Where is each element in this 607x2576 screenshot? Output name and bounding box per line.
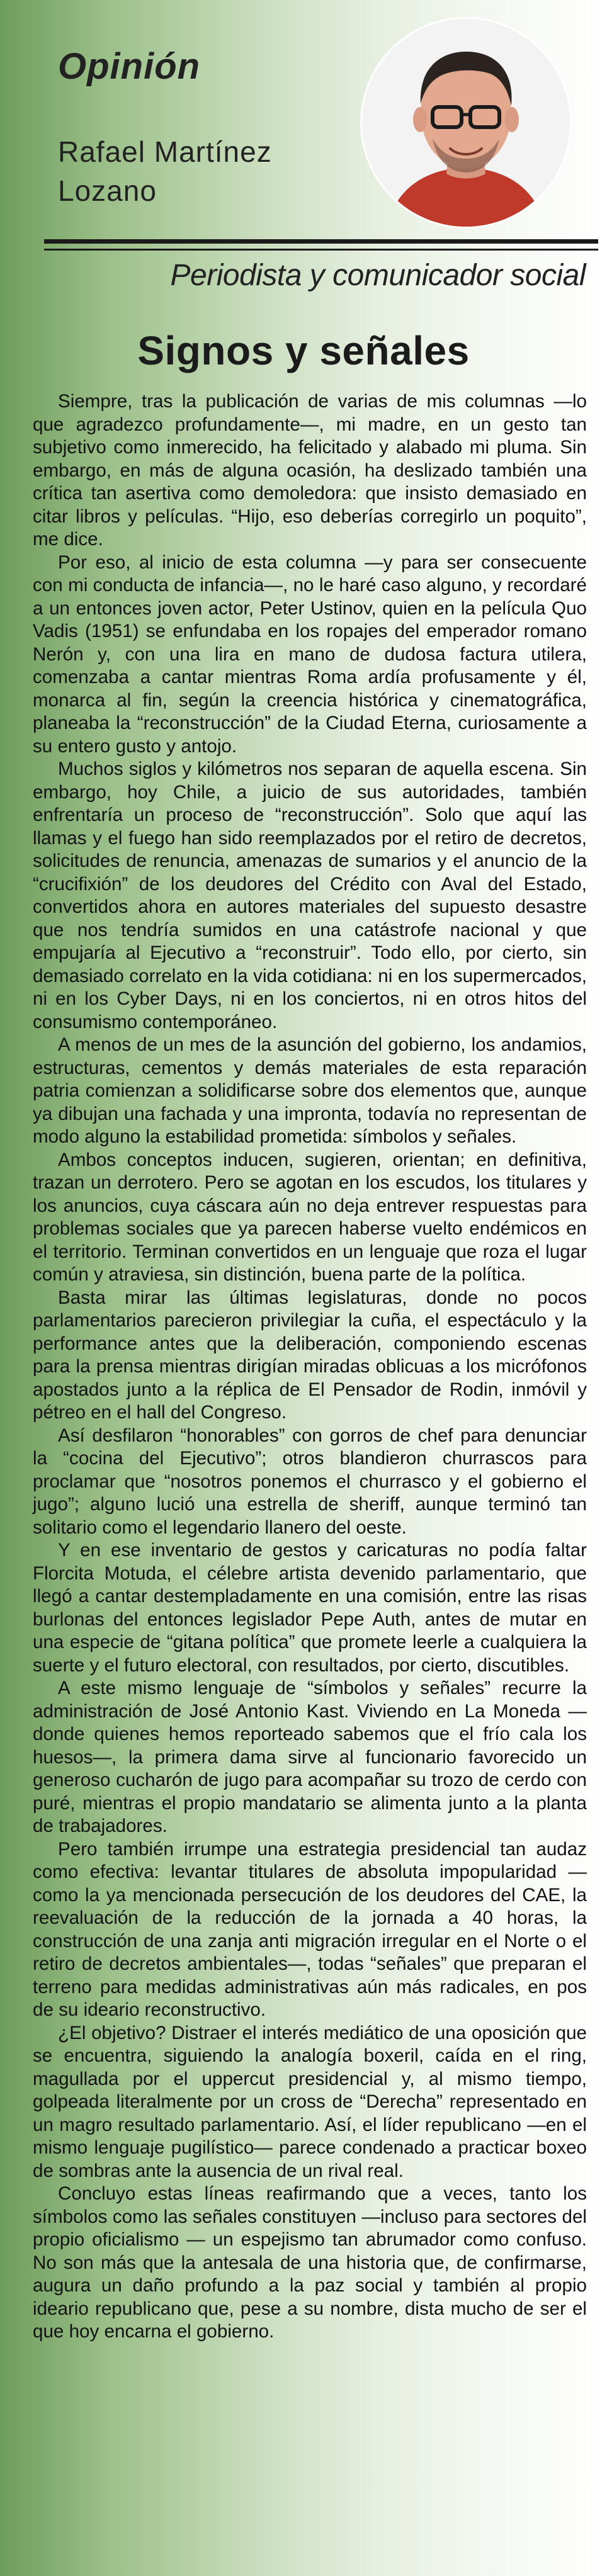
article-paragraph: Ambos conceptos inducen, sugieren, orientan; en definitiva, trazan un derrotero. Pero se agotan en los escudos, los titulares y los anuncios, cuya cáscara aún no deja entrever respuestas para problemas sociales que ya parecen haberse vuelto endémicos en el territorio. Terminan convertidos en un lenguaje que roza el lugar común y atraviesa, sin distinción, buena parte de la política. bbox=[33, 1149, 587, 1285]
author-role: Periodista y comunicador social bbox=[170, 259, 586, 292]
article-paragraph: A menos de un mes de la asunción del gobierno, los andamios, estructuras, cementos y demás materiales de esta reparación patria comienzan a solidificarse sobre dos elementos que, aunque ya dibujan una fachada y una impronta, todavía no representan de modo alguno la estabilidad prometida: símbolos y señales. bbox=[33, 1034, 587, 1147]
article-paragraph: ¿El objetivo? Distraer el interés mediático de una oposición que se encuentra, siguiendo la analogía boxeril, caída en el ring, magullada por el uppercut presidencial y, al mismo tiempo, golpeada literalmente por un cross de “Derecha” representado en un magro resultado parlamentario. Así, el líder republicano —en el mismo lenguaje pugilístico— parece condenado a practicar boxeo de sombras ante la ausencia de un rival real. bbox=[33, 2022, 587, 2181]
author-name-line-2: Lozano bbox=[58, 174, 157, 207]
article-title: Signos y señales bbox=[137, 328, 470, 373]
article-paragraph: Concluyo estas líneas reafirmando que a veces, tanto los símbolos como las señales constituyen —incluso para sectores del propio oficialismo — un espejismo tan abrumador como confuso. No son más que la antesala de una historia que, de confirmarse, augura un daño profundo a la paz social y también al propio ideario republicano que, pese a su nombre, dista mucho de ser el que hoy encarna el gobierno. bbox=[33, 2183, 587, 2342]
section-label: Opinión bbox=[58, 46, 201, 87]
author-photo bbox=[362, 19, 570, 227]
header-divider-thin bbox=[44, 249, 598, 251]
article-paragraph: Pero también irrumpe una estrategia presidencial tan audaz como efectiva: levantar titulares de absoluta impopularidad —como la ya mencionada persecución de los deudores del CAE, la reevaluación de la reducción de la jornada a 40 horas, la construcción de una zanja anti migración irregular en el Norte o el retiro de decretos ambientales—, todas “señales” que preparan el terreno para medidas administrativas aún más radicales, en pos de su ideario reconstructivo. bbox=[33, 1838, 587, 2020]
author-name bbox=[58, 132, 335, 210]
article-paragraph: A este mismo lenguaje de “símbolos y señales” recurre la administración de José Antonio Kast. Viviendo en La Moneda —donde quienes hemos reporteado sabemos que el frío cala los huesos—, la primera dama sirve al funcionario favorecido un generoso cucharón de jugo para acompañar su trozo de cerdo con puré, mientras el propio mandatario se alimenta junto a la planta de trabajadores. bbox=[33, 1678, 587, 1836]
article-paragraph: Siempre, tras la publicación de varias de mis columnas —lo que agradezco profundamente—, mi madre, en un gesto tan subjetivo como inmerecido, ha felicitado y alabado mi pluma. Sin embargo, en más de alguna ocasión, ha deslizado también una crítica tan asertiva como demoledora: que insisto demasiado en citar libros y películas. “Hijo, eso deberías corregirlo un poquito”, me dice. bbox=[33, 391, 587, 550]
article-paragraph: Por eso, al inicio de esta columna —y para ser consecuente con mi conducta de infancia—, no le haré caso alguno, y recordaré a un entonces joven actor, Peter Ustinov, quien en la película Quo Vadis (1951) se enfundaba en los ropajes del emperador romano Nerón y, con una lira en mano de dudosa factura utilera, comenzaba a cantar mientras Roma ardía profusamente y él, monarca al fin, según la creencia histórica y cinematográfica, planeaba la “reconstrucción” de la Ciudad Eterna, curiosamente a su entero gusto y antojo. bbox=[33, 551, 587, 757]
author-portrait-image bbox=[362, 19, 570, 227]
article-paragraph: Muchos siglos y kilómetros nos separan de aquella escena. Sin embargo, hoy Chile, a juicio de sus autoridades, también enfrentaría un proceso de “reconstrucción”. Solo que aquí las llamas y el fuego han sido reemplazados por el retiro de decretos, solicitudes de renuncia, amenazas de sumarios y el anuncio de la “crucifixión” de los deudores del Crédito con Aval del Estado, convertidos ahora en autores materiales del supuesto desastre que nos tendría sumidos en una catástrofe nacional y que empujaría al Ejecutivo a “reconstruir”. Todo ello, por cierto, sin demasiado correlato en la vida cotidiana: ni en los supermercados, ni en los Cyber Days, ni en los conciertos, ni en otros hitos del consumismo contemporáneo. bbox=[33, 759, 587, 1032]
article-body bbox=[33, 390, 587, 2344]
header-divider-thick bbox=[44, 239, 598, 244]
author-name-line-1: Rafael Martínez bbox=[58, 135, 272, 168]
article-paragraph: Y en ese inventario de gestos y caricaturas no podía faltar Florcita Motuda, el célebre artista devenido parlamentario, que llegó a cantar destempladamente en una comisión, entre las risas burlonas del entonces legislador Pepe Auth, antes de mutar en una especie de “gitana política” que promete leerle a cualquiera la suerte y el futuro electoral, con resultados, por cierto, discutibles. bbox=[33, 1540, 587, 1676]
article-paragraph: Basta mirar las últimas legislaturas, donde no pocos parlamentarios parecieron privilegiar la cuña, el espectáculo y la performance antes que la deliberación, componiendo escenas para la prensa mientras dirigían miradas oblicuas a los micrófonos apostados junto a la réplica de El Pensador de Rodin, inmóvil y pétreo en el hall del Congreso. bbox=[33, 1287, 587, 1423]
article-paragraph: Así desfilaron “honorables” con gorros de chef para denunciar la “cocina del Ejecutivo”; otros blandieron churrascos para proclamar que “nosotros ponemos el churrasco y el gobierno el jugo”; alguno lució una estrella de sheriff, aunque terminó tan solitario como el legendario llanero del oeste. bbox=[33, 1425, 587, 1538]
